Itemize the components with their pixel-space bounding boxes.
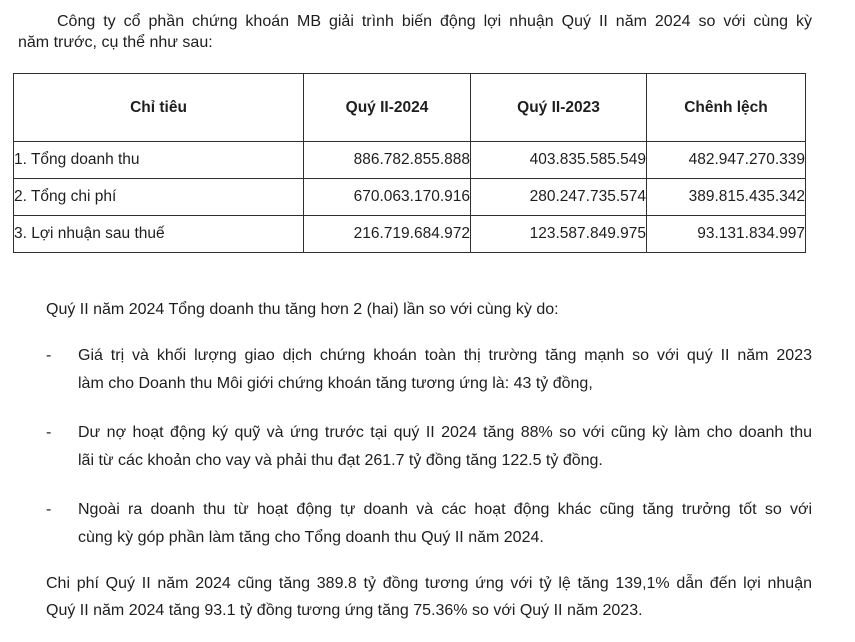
bullet-dash: - — [46, 501, 52, 518]
bullet-1-line-2: làm cho Doanh thu Môi giới chứng khoán tăng tương ứng là: 43 tỷ đồng, — [78, 375, 593, 392]
table-row — [14, 216, 806, 253]
value-loi-nhuan-chenh-lech: 93.131.834.997 — [647, 216, 806, 253]
value-doanh-thu-2023: 403.835.585.549 — [471, 142, 647, 179]
table-row — [14, 179, 806, 216]
bullet-2-line-1: Dư nợ hoạt động ký quỹ và ứng trước tại quý II 2024 tăng 88% so với cũng kỳ làm cho doanh thu — [78, 424, 812, 441]
bullet-dash: - — [46, 424, 52, 441]
value-chi-phi-chenh-lech: 389.815.435.342 — [647, 179, 806, 216]
value-loi-nhuan-2024: 216.719.684.972 — [304, 216, 471, 253]
lead-paragraph: Quý II năm 2024 Tổng doanh thu tăng hơn 2 (hai) lần so với cùng kỳ do: — [46, 301, 559, 318]
bullet-3-line-2: cùng kỳ góp phần làm tăng cho Tổng doanh thu Quý II năm 2024. — [78, 529, 544, 546]
bullet-text — [78, 419, 812, 475]
column-header-quy-ii-2023: Quý II-2023 — [471, 74, 647, 142]
document-page — [0, 11, 855, 642]
bullet-item-2 — [46, 419, 812, 475]
value-doanh-thu-chenh-lech: 482.947.270.339 — [647, 142, 806, 179]
row-label-loi-nhuan-sau-thue: 3. Lợi nhuận sau thuế — [14, 216, 304, 253]
bullet-2-line-2: lãi từ các khoản cho vay và phải thu đạt 261.7 tỷ đồng tăng 122.5 tỷ đồng. — [78, 452, 603, 469]
bullet-3-line-1: Ngoài ra doanh thu từ hoạt động tự doanh và các hoạt động khác cũng tăng trưởng tốt so với — [78, 501, 812, 518]
column-header-chenh-lech: Chênh lệch — [647, 74, 806, 142]
closing-line-1: Chi phí Quý II năm 2024 cũng tăng 389.8 tỷ đồng tương ứng với tỷ lệ tăng 139,1% dẫn đến lợi nhuận — [46, 575, 812, 592]
bullet-text — [78, 496, 812, 552]
bullet-text — [78, 342, 812, 398]
bullet-item-3 — [46, 496, 812, 552]
value-doanh-thu-2024: 886.782.855.888 — [304, 142, 471, 179]
bullet-item-1 — [46, 342, 812, 398]
value-chi-phi-2024: 670.063.170.916 — [304, 179, 471, 216]
financial-table — [13, 73, 806, 253]
bullet-1-line-1: Giá trị và khối lượng giao dịch chứng khoán toàn thị trường tăng mạnh so với quý II năm 2023 — [78, 347, 812, 364]
value-chi-phi-2023: 280.247.735.574 — [471, 179, 647, 216]
bullet-dash: - — [46, 347, 52, 364]
closing-line-2: Quý II năm 2024 tăng 93.1 tỷ đồng tương ứng tăng 75.36% so với Quý II năm 2023. — [46, 602, 643, 619]
closing-paragraph — [46, 570, 812, 624]
intro-line-1: Công ty cổ phần chứng khoán MB giải trình biến động lợi nhuận Quý II năm 2024 so với cùng kỳ — [57, 13, 812, 30]
row-label-tong-doanh-thu: 1. Tổng doanh thu — [14, 142, 304, 179]
intro-paragraph — [18, 11, 812, 53]
column-header-chi-tieu: Chỉ tiêu — [14, 74, 304, 142]
column-header-quy-ii-2024: Quý II-2024 — [304, 74, 471, 142]
value-loi-nhuan-2023: 123.587.849.975 — [471, 216, 647, 253]
intro-line-2: năm trước, cụ thể như sau: — [18, 34, 213, 51]
table-header-row — [14, 74, 806, 142]
row-label-tong-chi-phi: 2. Tổng chi phí — [14, 179, 304, 216]
table-row — [14, 142, 806, 179]
